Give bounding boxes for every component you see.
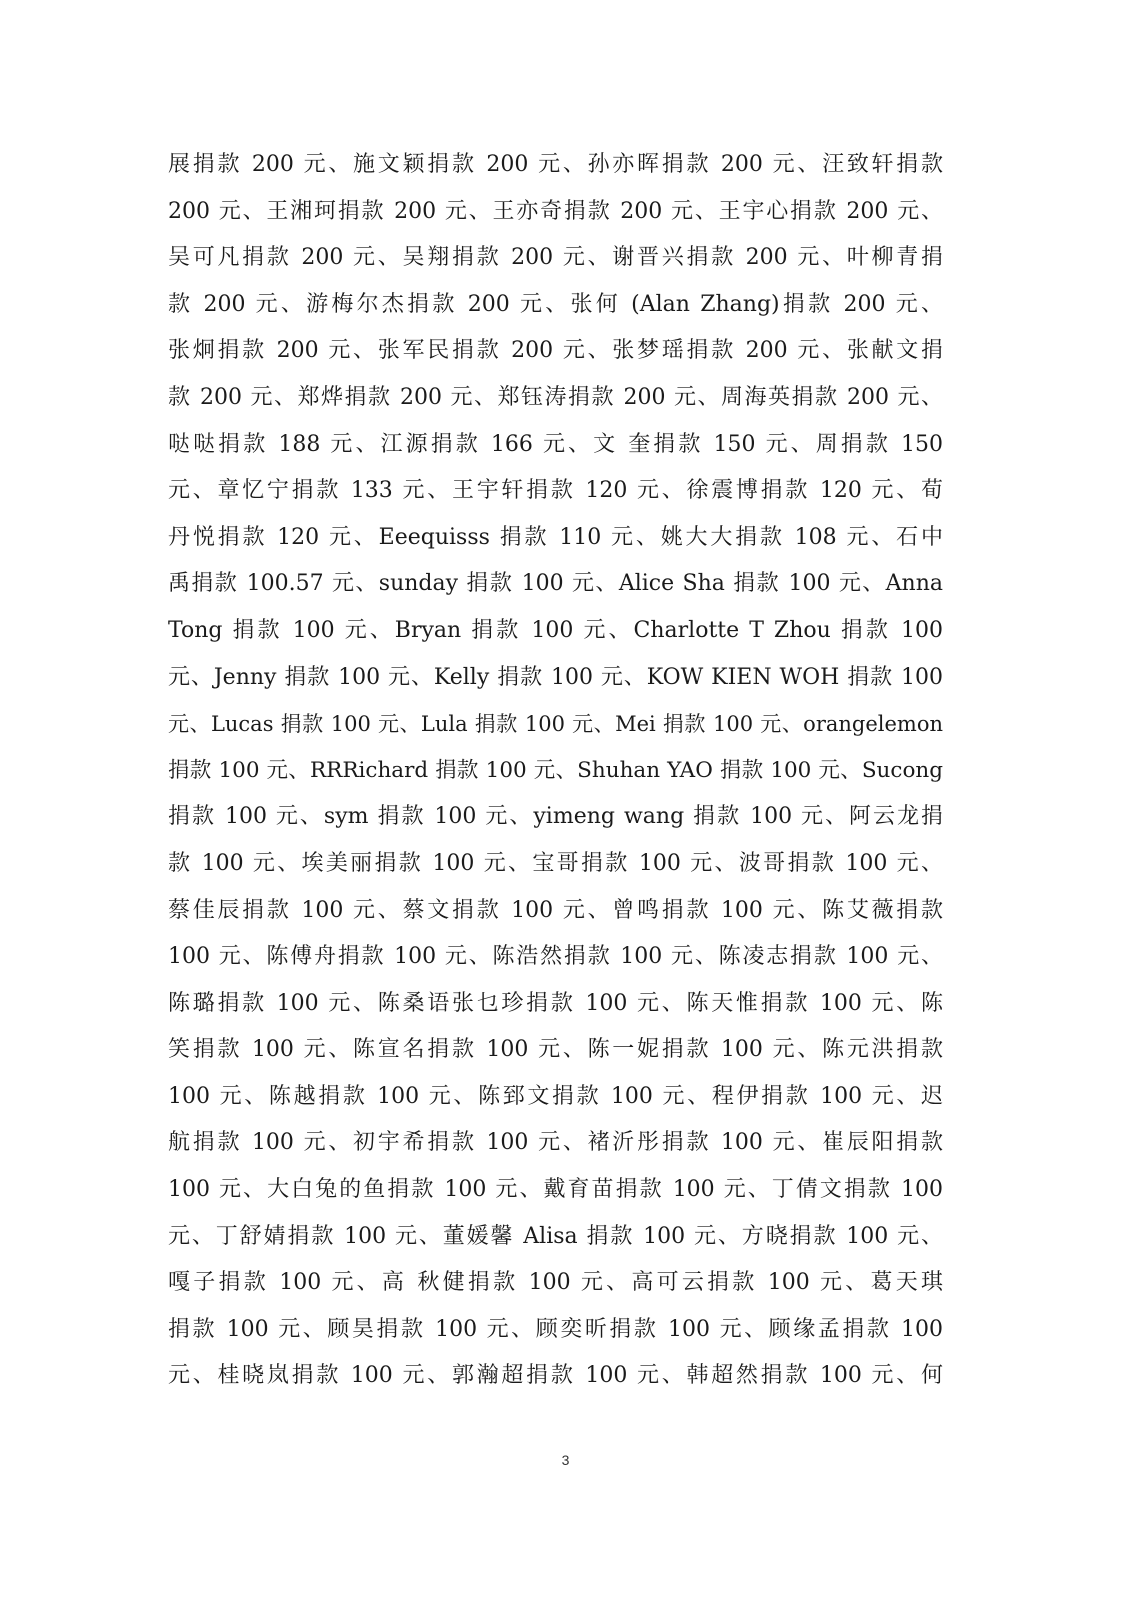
text-line: 元、Lucas 捐款 100 元、Lula 捐款 100 元、Mei 捐款 100 元、orangelemon (168, 712, 943, 737)
text-line: 元、桂晓岚捐款 100 元、郭瀚超捐款 100 元、韩超然捐款 100 元、何 (168, 1363, 943, 1389)
donation-list-text (168, 142, 943, 1400)
text-line: 张炯捐款 200 元、张军民捐款 200 元、张梦瑶捐款 200 元、张献文捐 (168, 338, 943, 364)
text-line: 捐款 100 元、sym 捐款 100 元、yimeng wang 捐款 100 元、阿云龙捐 (168, 804, 943, 830)
text-line: 元、丁舒婧捐款 100 元、董媛馨 Alisa 捐款 100 元、方晓捐款 100 元、 (168, 1223, 943, 1249)
text-line: 捐款 100 元、RRRichard 捐款 100 元、Shuhan YAO 捐款 100 元、Sucong (168, 757, 943, 783)
text-line: 100 元、陈越捐款 100 元、陈郅文捐款 100 元、程伊捐款 100 元、迟 (168, 1083, 943, 1109)
text-line: 100 元、大白兔的鱼捐款 100 元、戴育苗捐款 100 元、丁倩文捐款 100 (168, 1177, 943, 1203)
text-line: 元、章忆宁捐款 133 元、王宇轩捐款 120 元、徐震博捐款 120 元、荀 (168, 478, 943, 504)
text-line: 航捐款 100 元、初宇希捐款 100 元、褚沂彤捐款 100 元、崔辰阳捐款 (168, 1130, 943, 1156)
text-line: 陈璐捐款 100 元、陈桑语张乜珍捐款 100 元、陈天惟捐款 100 元、陈 (168, 990, 943, 1016)
text-line: 禹捐款 100.57 元、sunday 捐款 100 元、Alice Sha 捐款 100 元、Anna (168, 571, 943, 597)
text-line: 哒哒捐款 188 元、江源捐款 166 元、文 奎捐款 150 元、周捐款 150 (168, 431, 943, 457)
text-line: 款 200 元、游梅尔杰捐款 200 元、张何 (Alan Zhang)捐款 200 元、 (168, 291, 943, 317)
text-line: 款 200 元、郑烨捐款 200 元、郑钰涛捐款 200 元、周海英捐款 200 元、 (168, 384, 943, 410)
text-line: 元、Jenny 捐款 100 元、Kelly 捐款 100 元、KOW KIEN WOH 捐款 100 (168, 664, 943, 690)
text-line: 笑捐款 100 元、陈宣名捐款 100 元、陈一妮捐款 100 元、陈元洪捐款 (168, 1037, 943, 1063)
text-line: 吴可凡捐款 200 元、吴翔捐款 200 元、谢晋兴捐款 200 元、叶柳青捐 (168, 245, 943, 271)
text-line: 嘎子捐款 100 元、高 秋健捐款 100 元、高可云捐款 100 元、葛天琪 (168, 1270, 943, 1296)
text-line: 100 元、陈傅舟捐款 100 元、陈浩然捐款 100 元、陈凌志捐款 100 元、 (168, 944, 943, 970)
text-line: 200 元、王湘珂捐款 200 元、王亦奇捐款 200 元、王宇心捐款 200 元、 (168, 198, 943, 224)
text-line: 丹悦捐款 120 元、Eeequisss 捐款 110 元、姚大大捐款 108 元、石中 (168, 524, 943, 550)
text-line: 款 100 元、埃美丽捐款 100 元、宝哥捐款 100 元、波哥捐款 100 元、 (168, 850, 943, 876)
page-number: 3 (561, 1452, 570, 1468)
text-line: 展捐款 200 元、施文颖捐款 200 元、孙亦晖捐款 200 元、汪致轩捐款 (168, 152, 943, 177)
text-line: Tong 捐款 100 元、Bryan 捐款 100 元、Charlotte T Zhou 捐款 100 (168, 617, 943, 643)
text-line: 捐款 100 元、顾昊捐款 100 元、顾奕昕捐款 100 元、顾缘孟捐款 100 (168, 1316, 943, 1342)
text-line: 蔡佳辰捐款 100 元、蔡文捐款 100 元、曾鸣捐款 100 元、陈艾薇捐款 (168, 897, 943, 923)
